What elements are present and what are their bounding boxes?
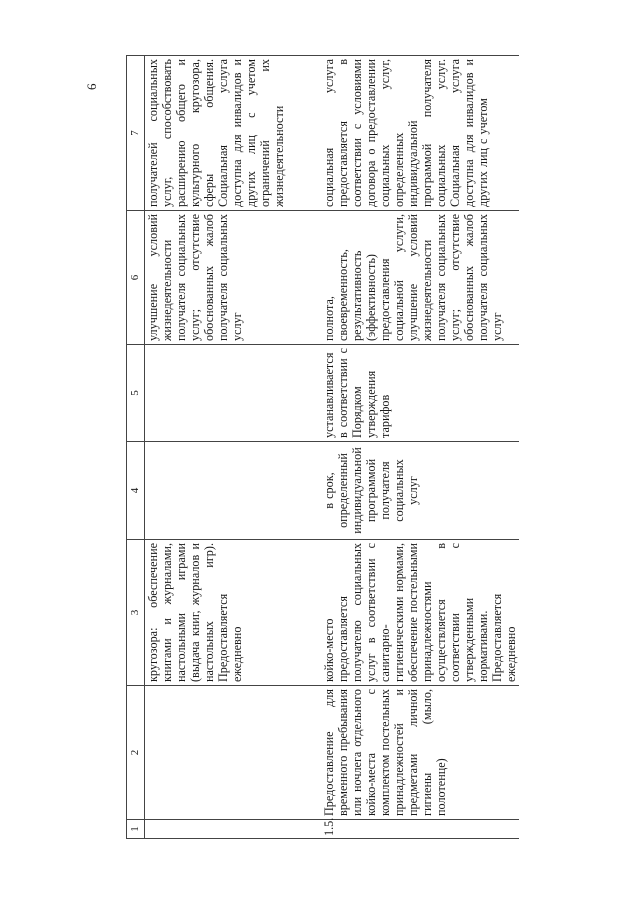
service-tariff-cell: устанавливается в соответствии с Порядком утверждения тарифов xyxy=(321,345,519,442)
column-header: 4 xyxy=(127,442,145,540)
page-number: 6 xyxy=(84,83,99,90)
table-header-row xyxy=(127,56,145,839)
service-tariff-cell xyxy=(145,345,321,442)
service-quality-cell: улучшение условий жизнедеятельности получателя социальных услуг; отсутствие обоснованных жалоб получателя социальных услуг xyxy=(145,211,321,345)
column-header: 7 xyxy=(127,56,145,211)
table-row xyxy=(145,56,321,839)
service-name-cell xyxy=(145,686,321,820)
column-header: 3 xyxy=(127,540,145,686)
service-name-cell: Предоставление для временного пребывания или ночлега отдельного койко-места с комплектом постельных принадлежностей и предметами личной гигиены (мыло, полотенце) xyxy=(321,686,519,820)
column-header: 6 xyxy=(127,211,145,345)
service-conditions-cell: социальная услуга предоставляется в соответствии с условиями договора о предоставлении социальных услуг, определенных индивидуальной программой получателя социальных услуг. Социальная услуга доступна для инвалидов и других лиц с учетом xyxy=(321,56,519,211)
row-number xyxy=(145,820,321,839)
row-number: 1.5. xyxy=(321,820,519,839)
service-term-cell xyxy=(145,442,321,540)
service-description-cell: койко-место предоставляется получателю социальных услуг в соответствии с санитарно-гигиеническими нормами, обеспечение постельными принадлежностями осуществляется в соответствии с утвержденными нормативами. Предоставляется ежедневно xyxy=(321,540,519,686)
column-header: 2 xyxy=(127,686,145,820)
column-header: 1 xyxy=(127,820,145,839)
services-table xyxy=(126,55,519,839)
table-row xyxy=(321,56,519,839)
service-term-cell: в срок, определенный индивидуальной программой получателя социальных услуг xyxy=(321,442,519,540)
service-conditions-cell: получателей социальных услуг, способствовать расширению общего и культурного кругозора, сферы общения. Социальная услуга доступна для инвалидов и других лиц с учетом ограничений их жизнедеятельности xyxy=(145,56,321,211)
column-header: 5 xyxy=(127,345,145,442)
service-quality-cell: полнота, своевременность, результативность (эффективность) предоставления социальной услуги, улучшение условий жизнедеятельности получателя социальных услуг; отсутствие обоснованных жалоб получателя социальных услуг xyxy=(321,211,519,345)
service-description-cell: кругозора: обеспечение книгами и журналами, настольными играми (выдача книг, журналов и настольных игр). Предоставляется ежедневно xyxy=(145,540,321,686)
